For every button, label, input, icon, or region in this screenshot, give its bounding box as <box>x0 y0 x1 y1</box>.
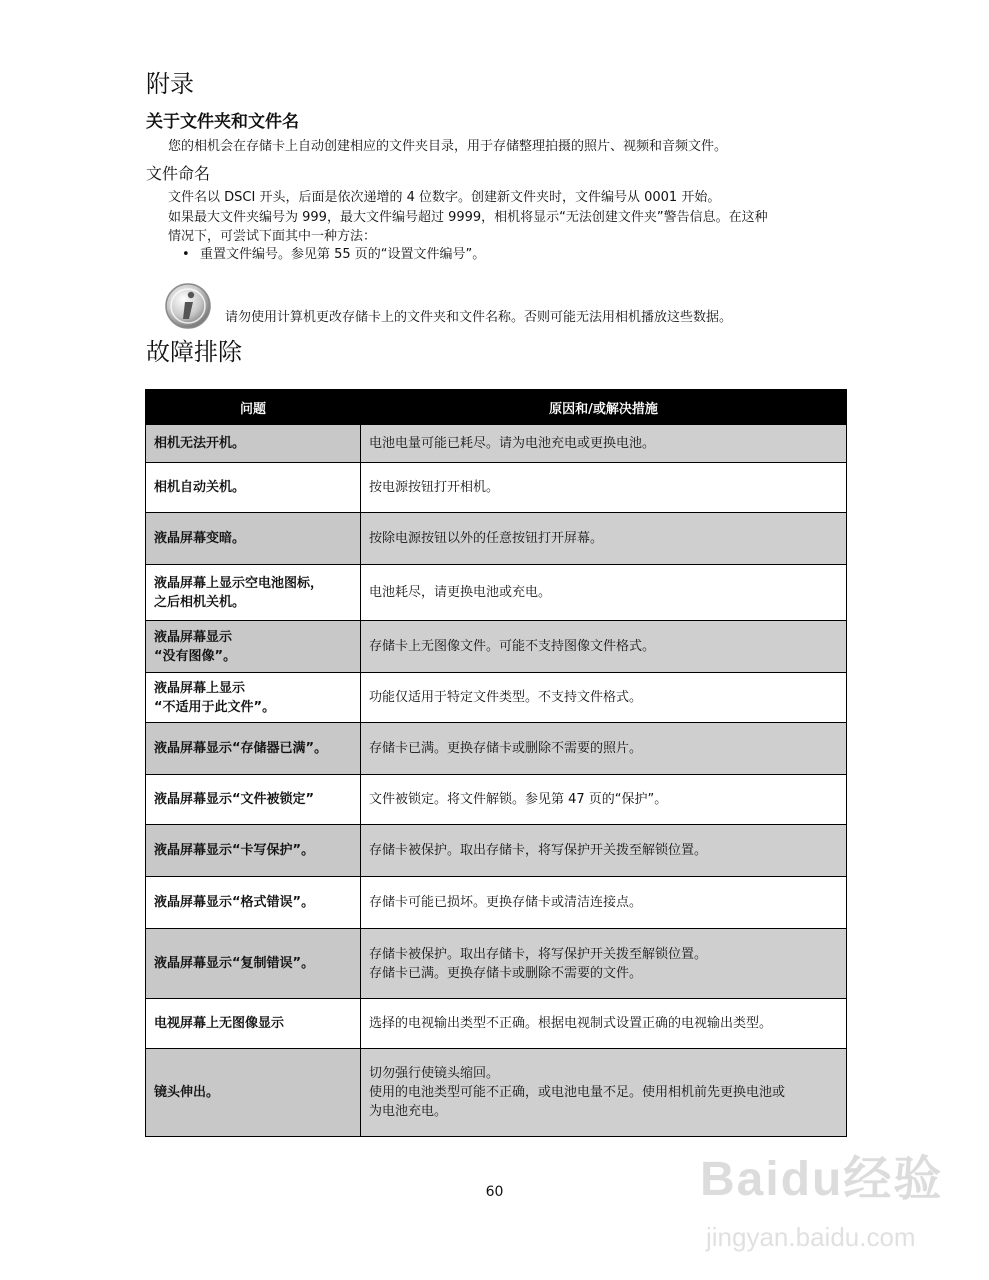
solution-line: 电池耗尽，请更换电池或充电。 <box>369 585 552 600</box>
problem-line: “没有图像”。 <box>154 648 237 664</box>
file-naming-title: 文件命名 <box>146 164 211 183</box>
solution-line: 使用的电池类型可能不正确，或电池电量不足。使用相机前先更换电池或 <box>369 1085 786 1100</box>
problem-cell <box>146 673 361 723</box>
solution-line: 存储卡已满。更换存储卡或删除不需要的照片。 <box>369 741 643 756</box>
solution-cell <box>361 425 847 463</box>
table-row <box>146 673 847 723</box>
solution-line: 选择的电视输出类型不正确。根据电视制式设置正确的电视输出类型。 <box>369 1016 773 1031</box>
solution-cell <box>361 463 847 513</box>
problem-cell <box>146 463 361 513</box>
naming-line-1: 文件名以 DSCI 开头，后面是依次递增的 4 位数字。创建新文件夹时，文件编号从 0001 开始。 <box>168 190 721 205</box>
problem-line: 液晶屏幕变暗。 <box>154 531 246 546</box>
problem-cell <box>146 621 361 673</box>
problem-line: 之后相机关机。 <box>154 594 246 610</box>
problem-line: 液晶屏幕上显示空电池图标， <box>154 575 324 591</box>
problem-line: 液晶屏幕显示“存储器已满”。 <box>154 741 328 756</box>
problem-line: 相机自动关机。 <box>154 480 246 495</box>
solution-cell <box>361 565 847 621</box>
solution-line: 存储卡已满。更换存储卡或删除不需要的文件。 <box>369 965 643 981</box>
watermark <box>700 1140 980 1270</box>
problem-line: 镜头伸出。 <box>154 1085 220 1100</box>
solution-line: 存储卡可能已损坏。更换存储卡或清洁连接点。 <box>369 895 643 910</box>
troubleshooting-table <box>145 389 847 1137</box>
solution-line: 存储卡被保护。取出存储卡，将写保护开关拨至解锁位置。 <box>369 946 708 962</box>
solution-cell <box>361 999 847 1049</box>
bullet-item <box>182 248 485 261</box>
solution-cell <box>361 775 847 825</box>
solution-cell <box>361 877 847 929</box>
solution-cell <box>361 825 847 877</box>
problem-line: 液晶屏幕显示“卡写保护”。 <box>154 843 315 858</box>
problem-cell <box>146 999 361 1049</box>
problem-cell <box>146 825 361 877</box>
problem-cell <box>146 425 361 463</box>
table-header-row <box>146 390 847 425</box>
table-row <box>146 723 847 775</box>
table-row <box>146 463 847 513</box>
table-row <box>146 929 847 999</box>
watermark-logo: Baidu经验 <box>700 1153 944 1206</box>
problem-cell <box>146 513 361 565</box>
header-solution: 原因和/或解决措施 <box>361 390 847 425</box>
solution-cell <box>361 673 847 723</box>
solution-line: 功能仅适用于特定文件类型。不支持文件格式。 <box>369 690 643 705</box>
problem-cell <box>146 877 361 929</box>
page-number: 60 <box>485 1184 504 1200</box>
problem-line: 液晶屏幕显示“文件被锁定” <box>154 792 315 807</box>
folder-description: 您的相机会在存储卡上自动创建相应的文件夹目录，用于存储整理拍摄的照片、视频和音频文件。 <box>168 139 728 154</box>
solution-line: 按除电源按钮以外的任意按钮打开屏幕。 <box>369 531 604 546</box>
table-row <box>146 513 847 565</box>
note-text: 请勿使用计算机更改存储卡上的文件夹和文件名称。否则可能无法用相机播放这些数据。 <box>225 310 733 325</box>
problem-cell <box>146 565 361 621</box>
bullet-dot: • <box>182 247 190 262</box>
watermark-url: jingyan.baidu.com <box>706 1222 916 1252</box>
problem-cell <box>146 775 361 825</box>
solution-line: 存储卡上无图像文件。可能不支持图像文件格式。 <box>369 639 656 654</box>
info-icon <box>164 282 212 330</box>
problem-line: 液晶屏幕显示“格式错误”。 <box>154 895 315 910</box>
problem-line: 液晶屏幕显示“复制错误”。 <box>154 956 315 971</box>
appendix-title: 附录 <box>146 70 194 98</box>
solution-line: 为电池充电。 <box>369 1104 448 1119</box>
problem-line: 电视屏幕上无图像显示 <box>154 1016 285 1031</box>
naming-line-2: 如果最大文件夹编号为 999，最大文件编号超过 9999，相机将显示“无法创建文件夹”警告信息。在这种 <box>168 210 768 225</box>
table-row <box>146 621 847 673</box>
troubleshooting-title: 故障排除 <box>146 338 242 366</box>
header-problem: 问题 <box>146 390 361 425</box>
bullet-text: 重置文件编号。参见第 55 页的“设置文件编号”。 <box>200 247 486 262</box>
solution-line: 按电源按钮打开相机。 <box>369 480 500 495</box>
naming-line-3: 情况下，可尝试下面其中一种方法： <box>168 229 377 244</box>
solution-cell <box>361 929 847 999</box>
solution-cell <box>361 513 847 565</box>
table-row <box>146 999 847 1049</box>
problem-line: 液晶屏幕上显示 <box>154 680 246 696</box>
solution-line: 存储卡被保护。取出存储卡，将写保护开关拨至解锁位置。 <box>369 843 708 858</box>
solution-line: 切勿强行使镜头缩回。 <box>369 1066 500 1081</box>
table-row <box>146 775 847 825</box>
solution-line: 电池电量可能已耗尽。请为电池充电或更换电池。 <box>369 436 656 451</box>
problem-line: “不适用于此文件”。 <box>154 699 276 715</box>
problem-line: 液晶屏幕显示 <box>154 629 233 645</box>
solution-cell <box>361 1049 847 1137</box>
table-row <box>146 565 847 621</box>
solution-cell <box>361 723 847 775</box>
solution-line: 文件被锁定。将文件解锁。参见第 47 页的“保护”。 <box>369 792 668 807</box>
solution-cell <box>361 621 847 673</box>
table-row <box>146 1049 847 1137</box>
problem-line: 相机无法开机。 <box>154 436 246 451</box>
folder-section-title: 关于文件夹和文件名 <box>146 112 299 132</box>
problem-cell <box>146 929 361 999</box>
problem-cell <box>146 1049 361 1137</box>
table-row <box>146 425 847 463</box>
table-row <box>146 825 847 877</box>
problem-cell <box>146 723 361 775</box>
table-row <box>146 877 847 929</box>
